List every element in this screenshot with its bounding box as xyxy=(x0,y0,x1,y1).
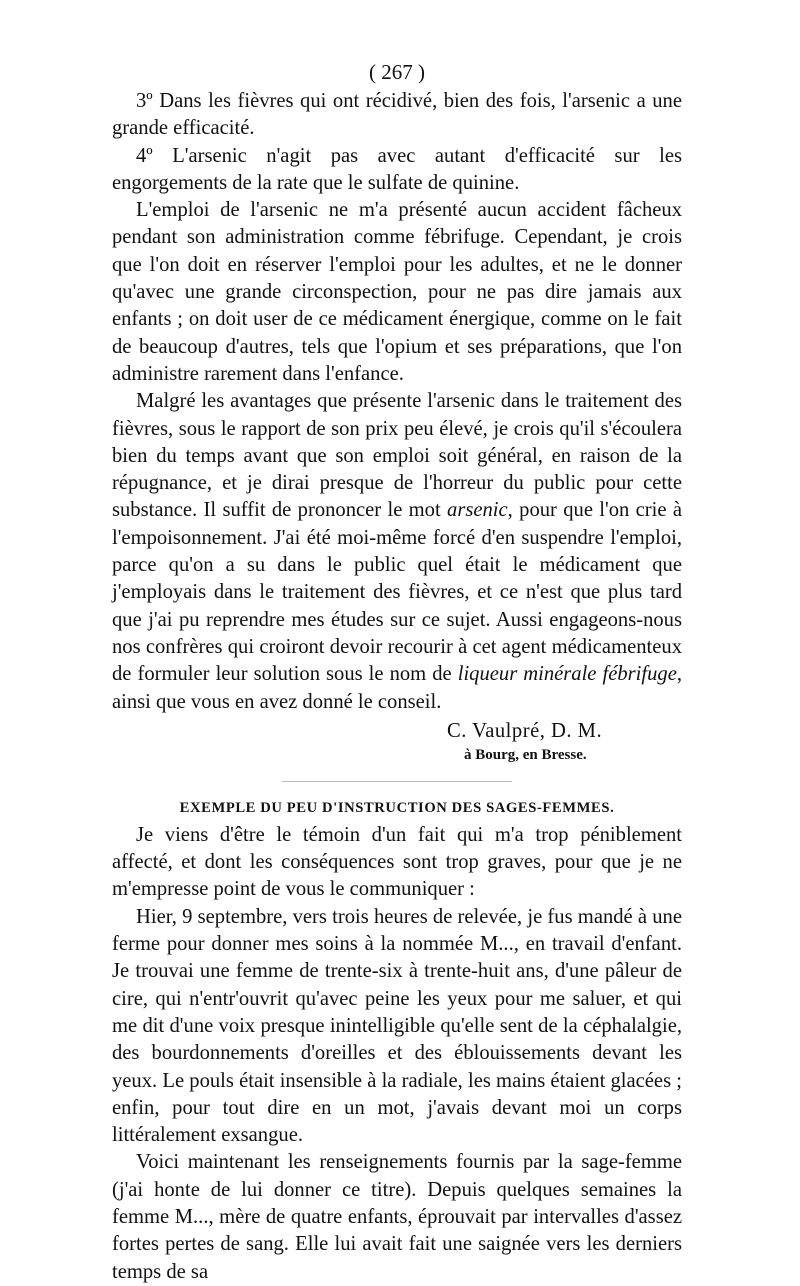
page-number: ( 267 ) xyxy=(369,60,425,84)
paragraph-text: , pour que l'on crie à l'empoisonnement. J'ai été moi-même forcé d'en suspendre l'emploi, parce qu'on a su dans le public quel était le médicament que j'employais dans le traitement des fièvres, et ce n'est que plus tard que j'ai pu reprendre mes études sur ce sujet. Aussi engageons-nous nos confrères qui croiront devoir recourir à cet agent médicamenteux de formuler leur solution sous le nom de xyxy=(112,499,682,686)
paragraph-midwife: Voici maintenant les renseignements fournis par la sage-femme (j'ai honte de lui donner ce titre). Depuis quelques semaines la femme M..., mère de quatre enfants, éprouvait par intervalles d'assez fortes pertes de sang. Elle lui avait fait une saignée vers les derniers temps de sa xyxy=(112,1151,682,1283)
paragraph-case: Hier, 9 septembre, vers trois heures de relevée, je fus mandé à une ferme pour donner mes soins à la nommée M..., en travail d'enfant. Je trouvai une femme de trente-six à trente-huit ans, d'une pâleur de cire, qui n'entr'ouvrit qu'avec peine les yeux pour me saluer, et qui me dit d'une voix presque inintelligible qu'elle sent de la céphalalgie, des bourdonnements d'oreilles et des éblouissements devant les yeux. Le pouls était insensible à la radiale, les mains étaient glacées ; enfin, pour tout dire en un mot, j'avais devant moi un corps littéralement exsangue. xyxy=(112,905,682,1147)
paragraph-arsenic-usage: L'emploi de l'arsenic ne m'a présenté aucun accident fâcheux pendant son administration comme fébrifuge. Cependant, je crois que l'on doit en réserver l'emploi pour les adultes, et ne le donner qu'avec une grande circonspection, pour ne pas dire jamais aux enfants ; on doit user de ce médicament énergique, comme on le fait de beaucoup d'autres, tels que l'opium et ses préparations, que l'on administre rarement dans l'enfance. xyxy=(112,199,682,385)
paragraph-text: , ainsi que vous en avez donné le conseil. xyxy=(112,663,682,713)
paragraph-text: Malgré les avantages que présente l'arsenic dans le traitement des fièvres, sous le rapport de son prix peu élevé, je crois qu'il s'écoulera bien du temps avant que son emploi soit général, en raison de la répugnance, et je dirai presque de l'horreur du public pour cette substance. Il suffit de prononcer le mot xyxy=(112,390,682,522)
italic-term-liqueur: liqueur minérale fébrifuge xyxy=(457,663,677,686)
paragraph-arsenic-advantages xyxy=(112,388,682,716)
paragraph-point-3: 3º Dans les fièvres qui ont récidivé, bien des fois, l'arsenic a une grande efficacité. xyxy=(112,90,682,140)
section-heading: EXEMPLE DU PEU D'INSTRUCTION DES SAGES-FEMMES. xyxy=(179,799,615,816)
paragraph-point-4: 4º L'arsenic n'agit pas avec autant d'efficacité sur les engorgements de la rate que le sulfate de quinine. xyxy=(112,144,682,194)
signature-place: à Bourg, en Bresse. xyxy=(464,746,587,763)
italic-term-arsenic: arsenic xyxy=(447,499,508,522)
paragraph-intro: Je viens d'être le témoin d'un fait qui m'a trop péniblement affecté, et dont les conséquences sont trop graves, pour que je ne m'empresse point de vous le communiquer : xyxy=(112,823,682,901)
document-page xyxy=(112,58,682,1286)
signature-name: C. Vaulpré, D. M. xyxy=(447,719,603,742)
section-divider xyxy=(282,781,512,782)
